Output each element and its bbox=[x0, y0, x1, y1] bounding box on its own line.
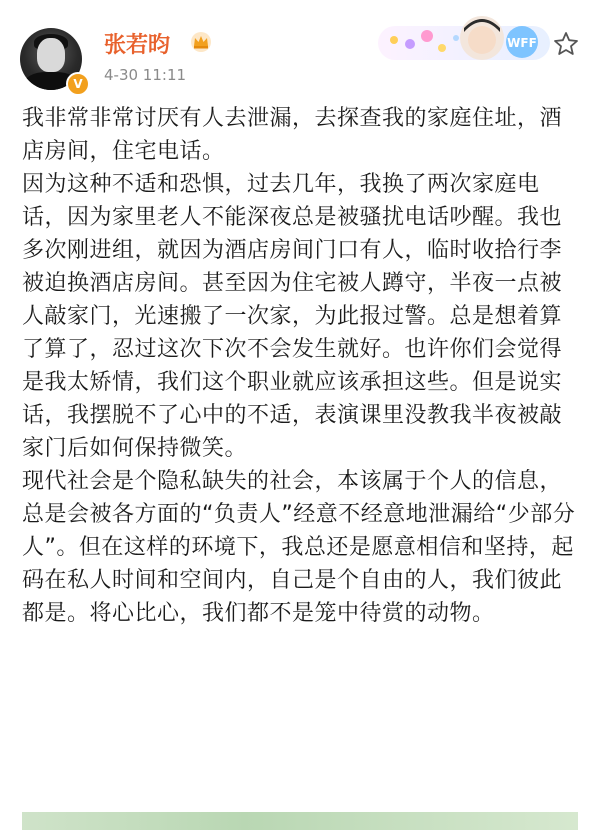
fan-badge-banner-icon[interactable] bbox=[372, 10, 552, 68]
post-timestamp: 4-30 11:11 bbox=[104, 66, 187, 84]
post-paragraph: 现代社会是个隐私缺失的社会，本该属于个人的信息，总是会被各方面的“负责人”经意不经意地泄漏给“少部分人”。但在这样的环境下，我总还是愿意相信和坚持，起码在私人时间和空间内，自己是个自由的人，我们彼此都是。将心比心，我们都不是笼中待赏的动物。 bbox=[22, 469, 576, 626]
post-paragraph: 我非常非常讨厌有人去泄漏，去探查我的家庭住址，酒店房间，住宅电话。 bbox=[22, 106, 563, 164]
star-outline-icon[interactable] bbox=[552, 30, 580, 58]
verified-v-icon: V bbox=[66, 72, 90, 96]
post-image[interactable] bbox=[22, 812, 578, 830]
crown-icon bbox=[190, 32, 212, 52]
username[interactable]: 张若昀 bbox=[104, 33, 171, 58]
post-body bbox=[22, 102, 582, 630]
post-paragraph: 因为这种不适和恐惧，过去几年，我换了两次家庭电话，因为家里老人不能深夜总是被骚扰电话吵醒。我也多次刚进组，就因为酒店房间门口有人，临时收拾行李被迫换酒店房间。甚至因为住宅被人蹲守，半夜一点被人敲家门，光速搬了一次家，为此报过警。总是想着算了算了，忍过这次下次不会发生就好。也许你们会觉得是我太矫情，我们这个职业就应该承担这些。但是说实话，我摆脱不了心中的不适，表演课里没教我半夜被敲家门后如何保持微笑。 bbox=[22, 172, 563, 461]
post-header bbox=[0, 0, 600, 100]
banner-label: WFF bbox=[507, 36, 537, 50]
